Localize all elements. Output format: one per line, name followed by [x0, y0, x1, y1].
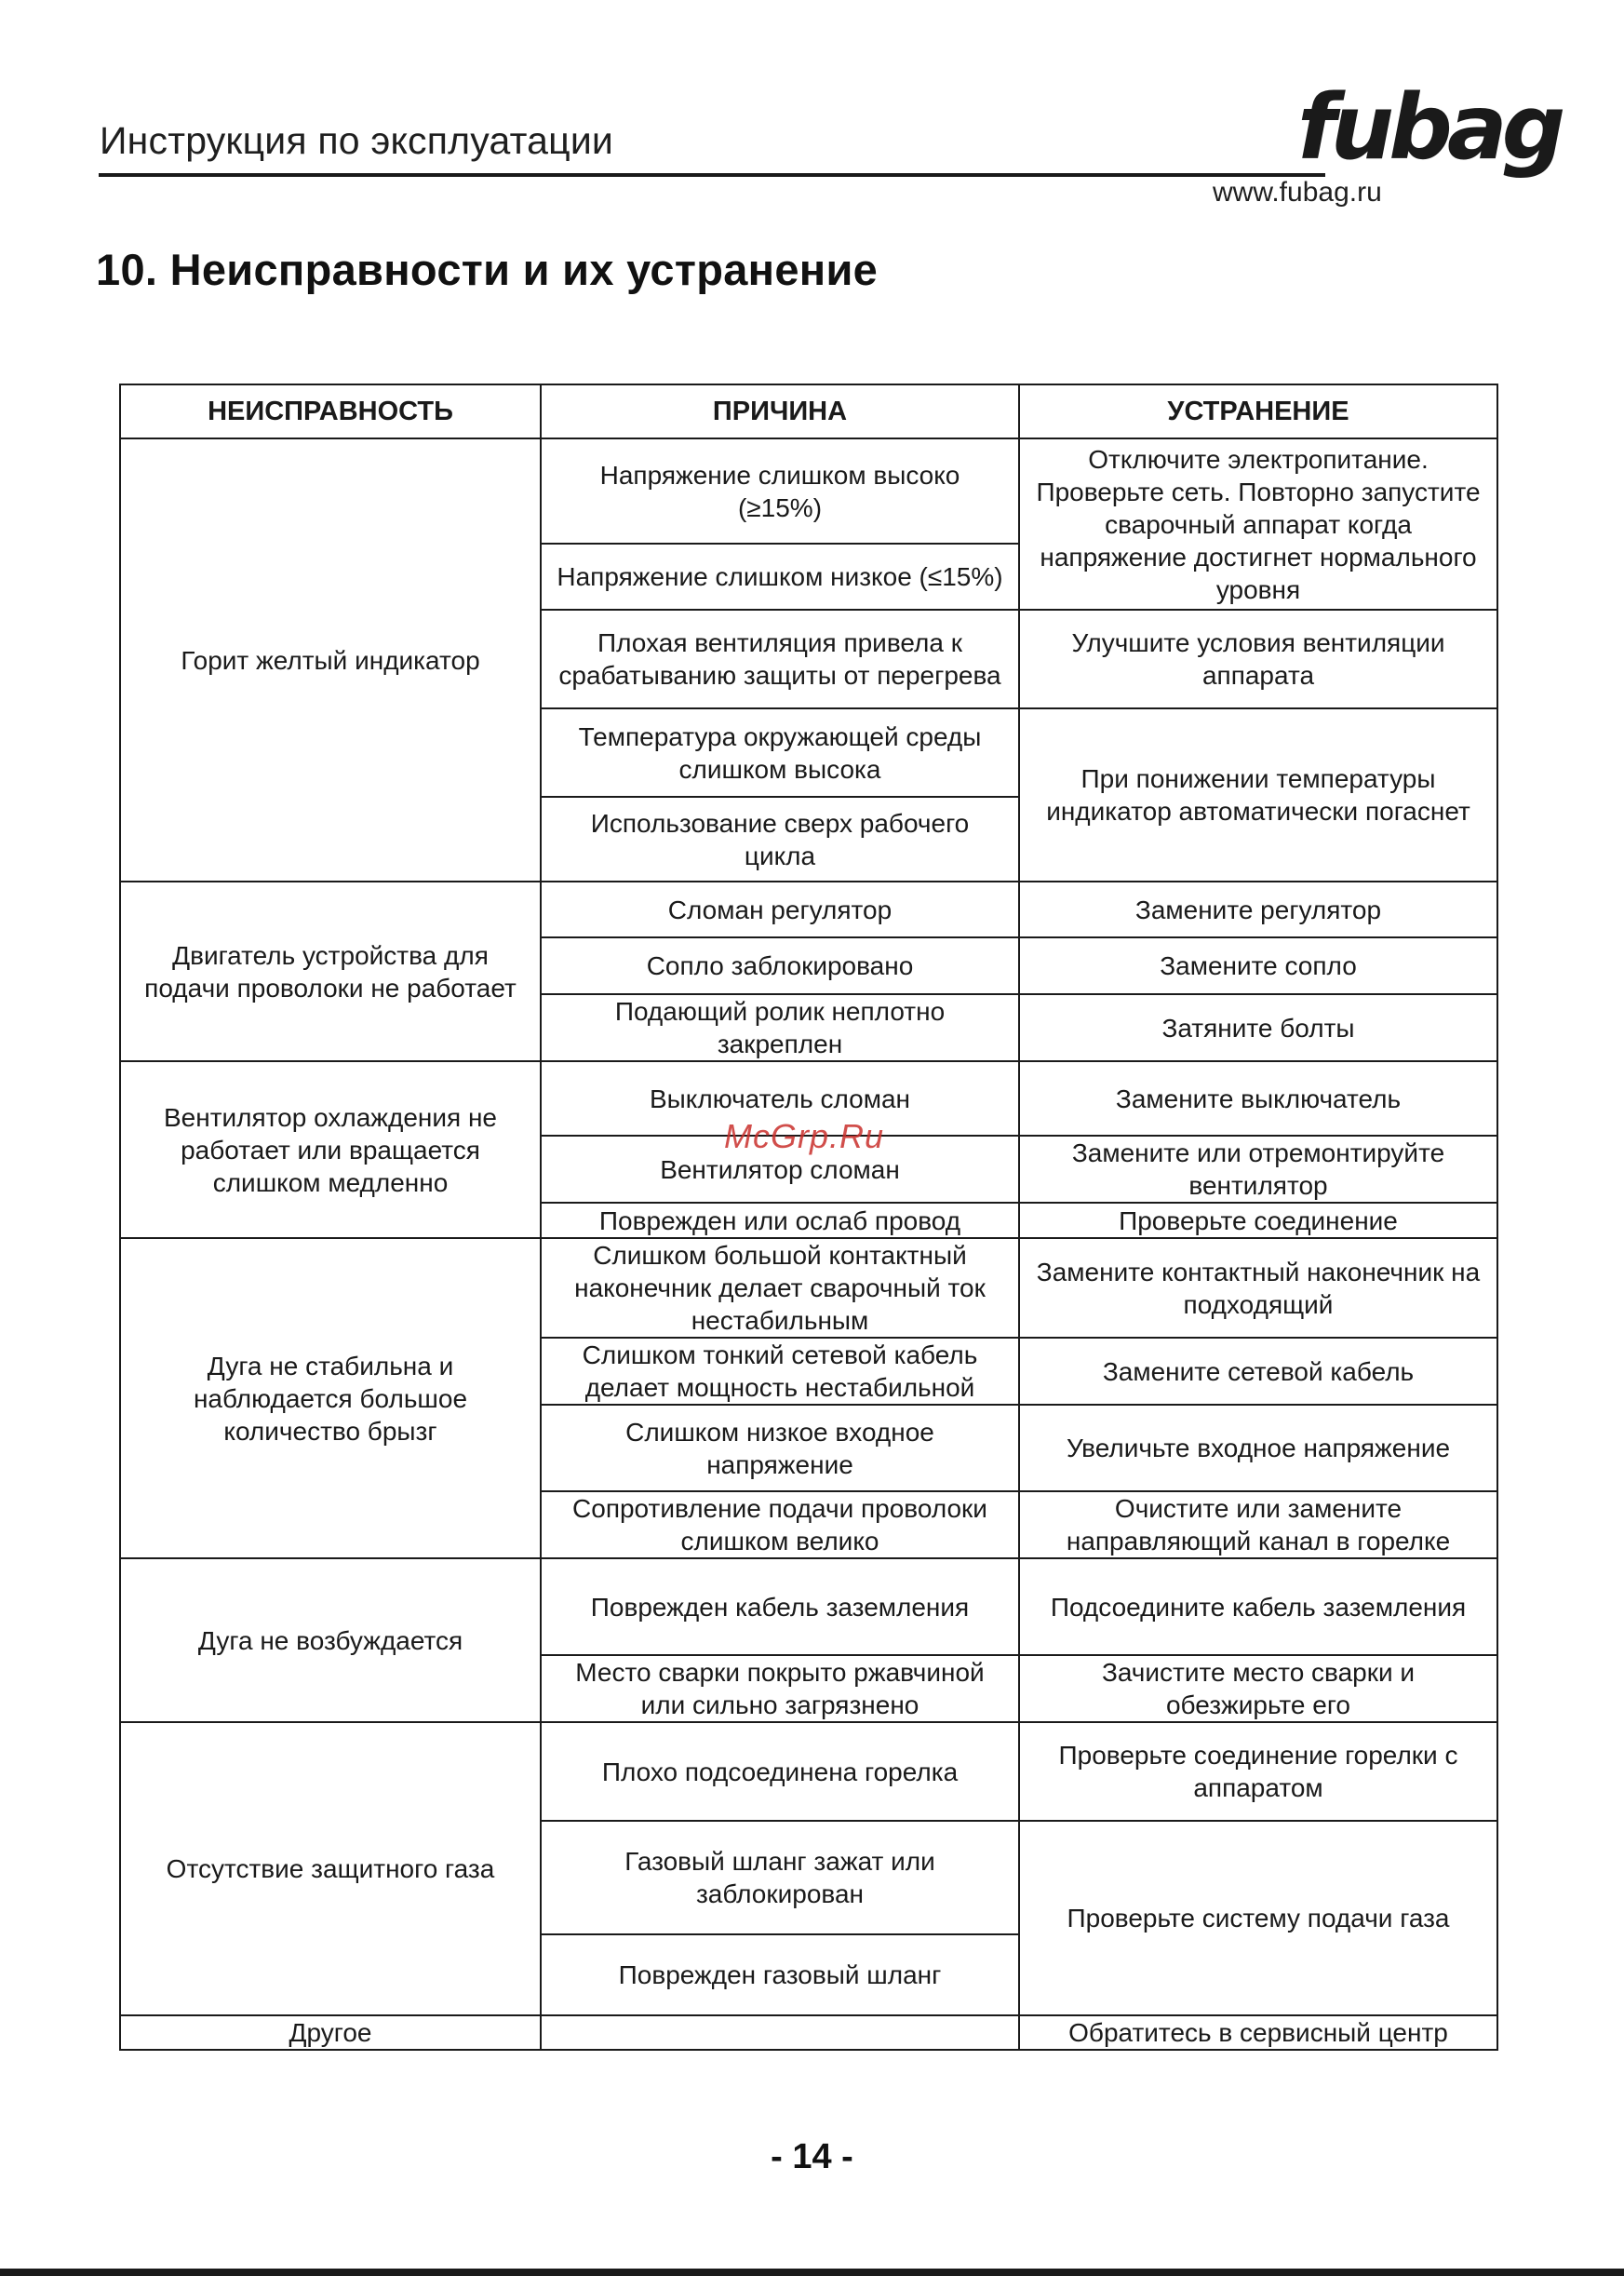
document-title: Инструкция по эксплуатации [100, 119, 614, 162]
cause-cell: Слишком низкое входное напряжение [541, 1405, 1019, 1491]
table-header-row [120, 384, 1497, 438]
fix-cell: Замените контактный наконечник на подходящий [1019, 1238, 1497, 1338]
table-row [120, 882, 1497, 937]
fix-cell: Замените выключатель [1019, 1061, 1497, 1136]
fix-cell: Проверьте соединение [1019, 1203, 1497, 1238]
troubleshooting-table [119, 384, 1498, 2051]
table-row [120, 1558, 1497, 1655]
cause-cell: Плохая вентиляция привела к срабатыванию защиты от перегрева [541, 610, 1019, 708]
header-fault: НЕИСПРАВНОСТЬ [120, 384, 541, 438]
fault-cell: Другое [120, 2015, 541, 2050]
fault-cell: Дуга не возбуждается [120, 1558, 541, 1722]
cause-cell: Температура окружающей среды слишком высока [541, 708, 1019, 797]
fault-cell: Двигатель устройства для подачи проволоки не работает [120, 882, 541, 1061]
fix-cell: Замените или отремонтируйте вентилятор [1019, 1136, 1497, 1203]
header-divider [99, 173, 1325, 177]
fix-cell: Увеличьте входное напряжение [1019, 1405, 1497, 1491]
header-cause: ПРИЧИНА [541, 384, 1019, 438]
fault-cell: Отсутствие защитного газа [120, 1722, 541, 2015]
fix-cell: Обратитесь в сервисный центр [1019, 2015, 1497, 2050]
cause-cell: Подающий ролик неплотно закреплен [541, 994, 1019, 1061]
cause-cell: Место сварки покрыто ржавчиной или сильно загрязнено [541, 1655, 1019, 1722]
website-url: www.fubag.ru [1213, 177, 1382, 208]
table-row [120, 1722, 1497, 1821]
fix-cell: Затяните болты [1019, 994, 1497, 1061]
cause-cell: Плохо подсоединена горелка [541, 1722, 1019, 1821]
section-title: 10. Неисправности и их устранение [96, 245, 879, 294]
cause-cell: Напряжение слишком низкое (≤15%) [541, 544, 1019, 610]
fix-cell: При понижении температуры индикатор автоматически погаснет [1019, 708, 1497, 882]
fix-cell: Замените сетевой кабель [1019, 1338, 1497, 1405]
fix-cell: Зачистите место сварки и обезжирьте его [1019, 1655, 1497, 1722]
page-number: - 14 - [771, 2137, 853, 2176]
watermark: McGrp.Ru [724, 1117, 885, 1155]
cause-cell: Сломан регулятор [541, 882, 1019, 937]
cause-cell [541, 2015, 1019, 2050]
cause-cell: Сопротивление подачи проволоки слишком велико [541, 1491, 1019, 1558]
fault-cell: Горит желтый индикатор [120, 438, 541, 882]
cause-cell: Вентилятор сломан [541, 1136, 1019, 1203]
fix-cell: Замените сопло [1019, 937, 1497, 994]
cause-cell: Сопло заблокировано [541, 937, 1019, 994]
fault-cell: Дуга не стабильна и наблюдается большое количество брызг [120, 1238, 541, 1558]
bottom-border [0, 2269, 1624, 2276]
fix-cell: Отключите электропитание. Проверьте сеть. Повторно запустите сварочный аппарат когда напряжение достигнет нормального уровня [1019, 438, 1497, 610]
cause-cell: Газовый шланг зажат или заблокирован [541, 1821, 1019, 1934]
fix-cell: Улучшите условия вентиляции аппарата [1019, 610, 1497, 708]
cause-cell: Напряжение слишком высоко (≥15%) [541, 438, 1019, 544]
cause-cell: Поврежден или ослаб провод [541, 1203, 1019, 1238]
cause-cell: Слишком большой контактный наконечник делает сварочный ток нестабильным [541, 1238, 1019, 1338]
cause-cell: Слишком тонкий сетевой кабель делает мощность нестабильной [541, 1338, 1019, 1405]
table-row [120, 1238, 1497, 1338]
cause-cell: Поврежден газовый шланг [541, 1934, 1019, 2015]
fix-cell: Замените регулятор [1019, 882, 1497, 937]
table-row [120, 438, 1497, 544]
cause-cell: Поврежден кабель заземления [541, 1558, 1019, 1655]
fault-cell: Вентилятор охлаждения не работает или вращается слишком медленно [120, 1061, 541, 1238]
fix-cell: Подсоедините кабель заземления [1019, 1558, 1497, 1655]
fix-cell: Проверьте соединение горелки с аппаратом [1019, 1722, 1497, 1821]
fix-cell: Очистите или замените направляющий канал в горелке [1019, 1491, 1497, 1558]
table-row [120, 2015, 1497, 2050]
header-fix: УСТРАНЕНИЕ [1019, 384, 1497, 438]
fix-cell: Проверьте систему подачи газа [1019, 1821, 1497, 2015]
cause-cell: Выключатель сломан [541, 1061, 1019, 1136]
brand-wordmark: fubag [1297, 75, 1561, 180]
cause-cell: Использование сверх рабочего цикла [541, 797, 1019, 882]
